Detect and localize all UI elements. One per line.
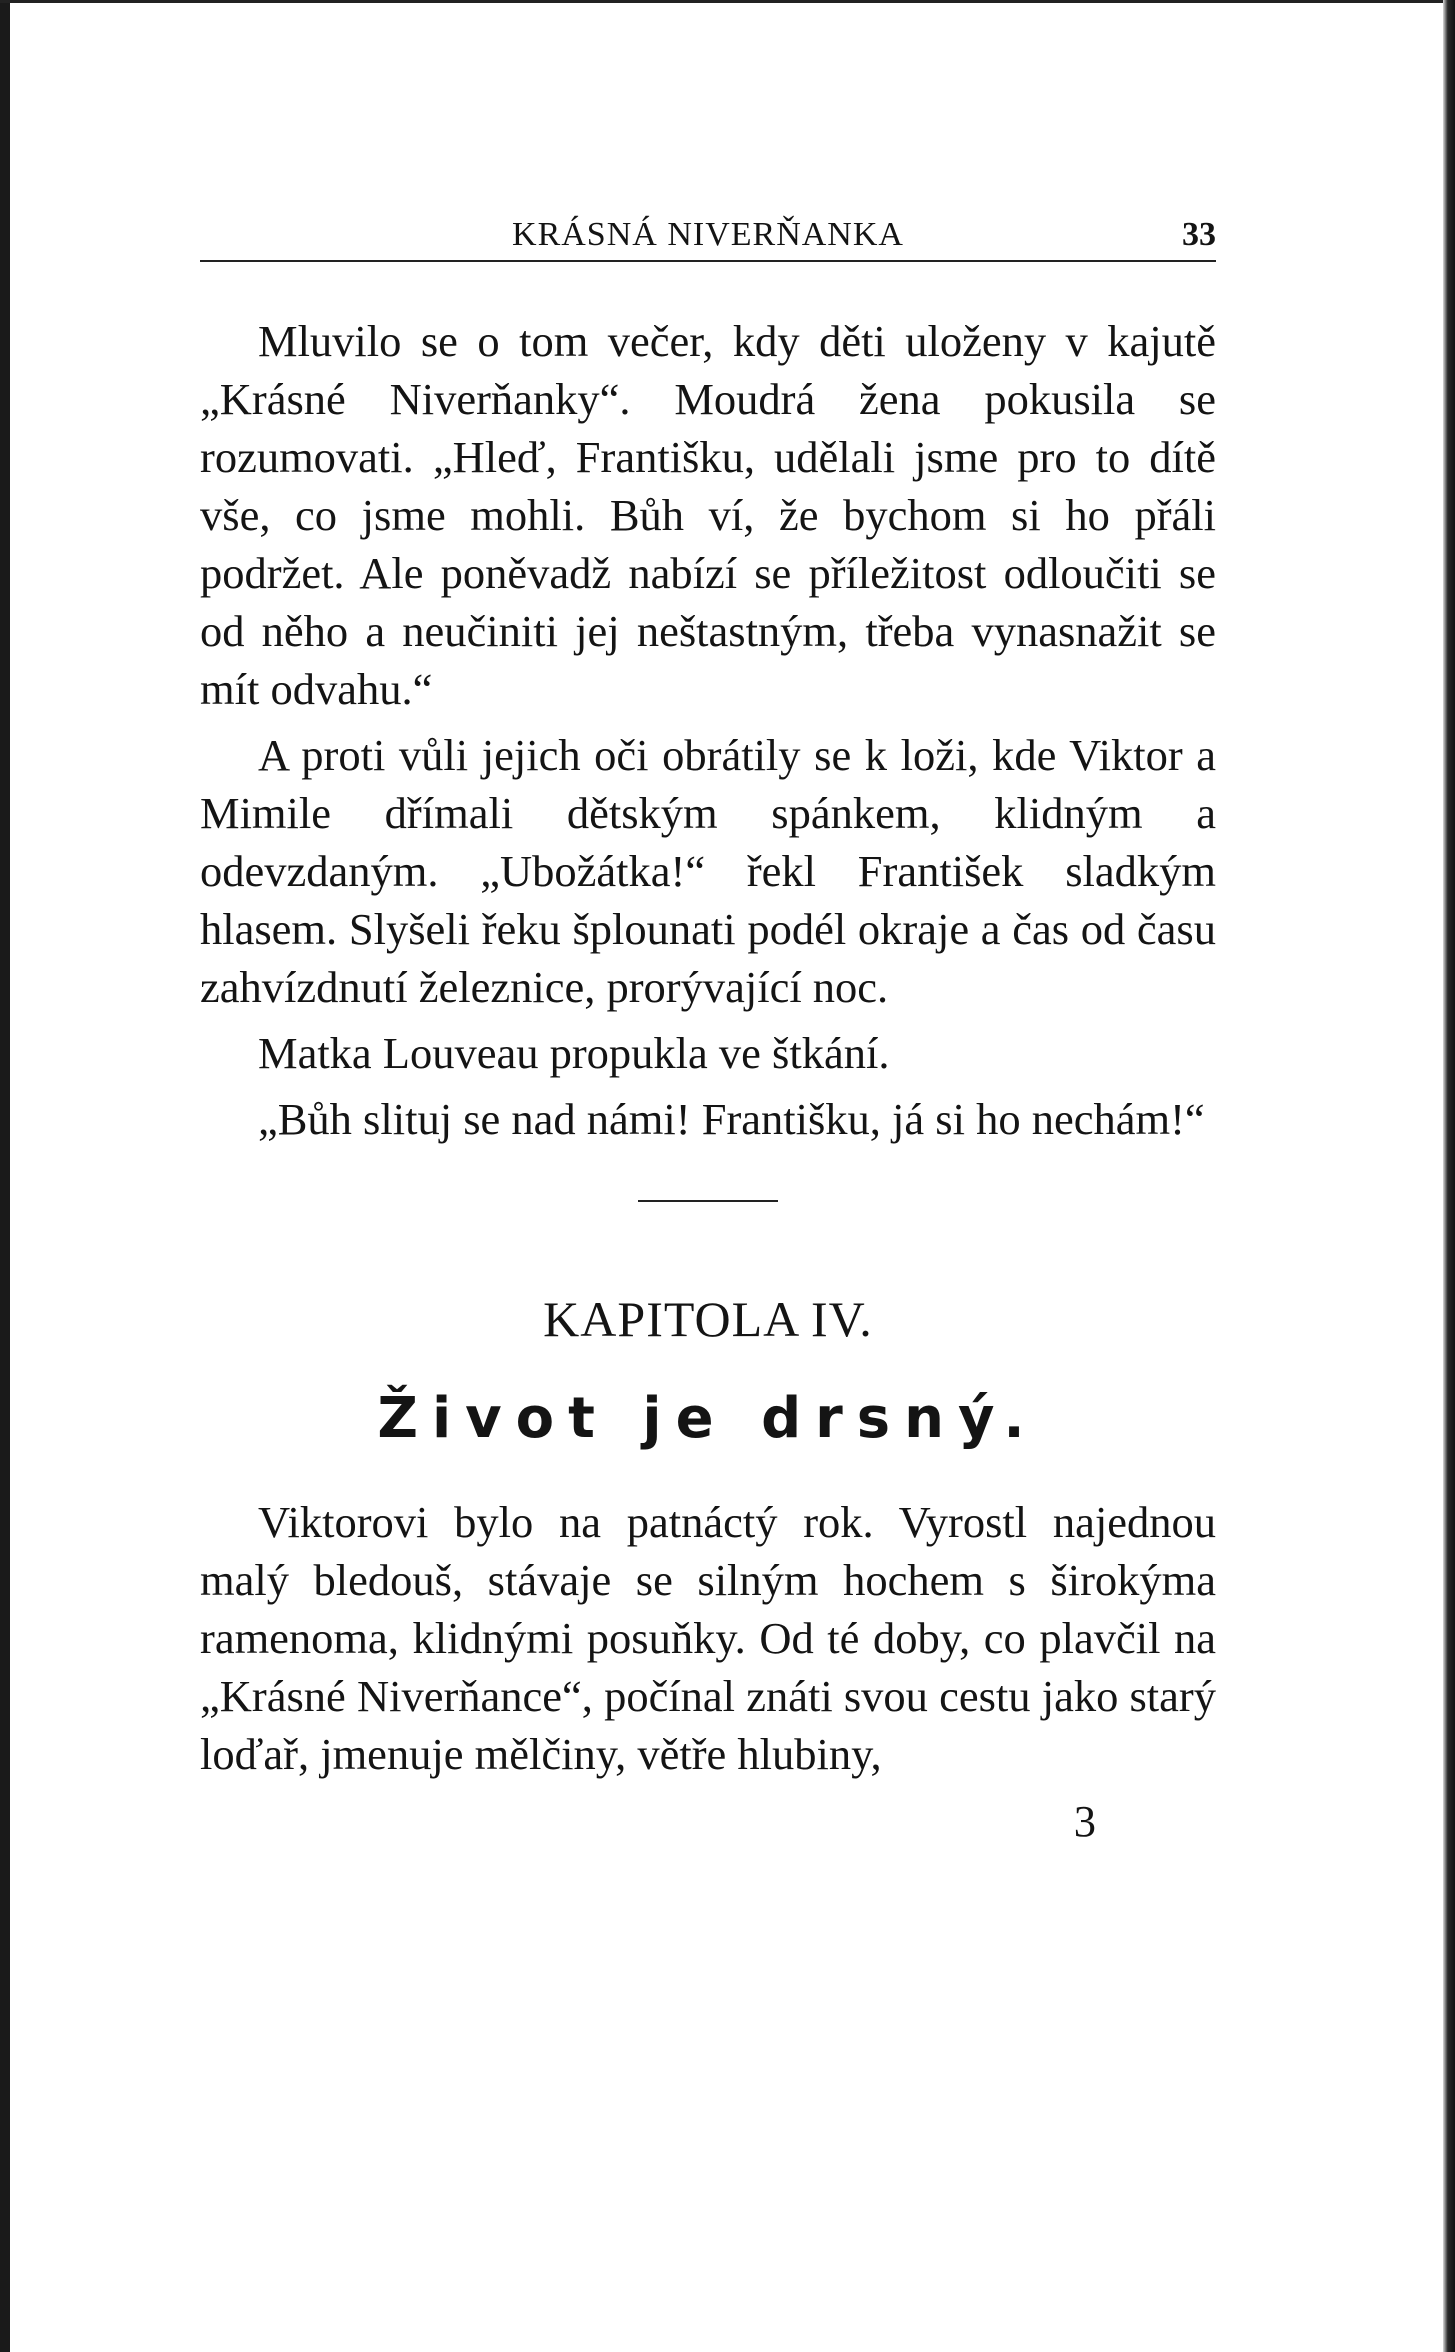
paragraph: Matka Louveau propukla ve štkání. bbox=[258, 1028, 890, 1078]
book-page bbox=[200, 200, 1216, 1847]
chapter-label: KAPITOLA IV. bbox=[543, 1291, 873, 1347]
scan-border-right bbox=[1443, 0, 1455, 2352]
paragraph: A proti vůli jejich oči obrátily se k loži, kde Viktor a Mimile dřímali dětským spánkem, klidným a odevzdaným. „Ubožátka!“ řekl František sladkým hlasem. Slyšeli řeku šplounati podél okraje a čas od času zahvízdnutí železnice, prorývající noc. bbox=[200, 730, 1216, 1012]
page-number: 33 bbox=[1182, 216, 1216, 253]
running-head bbox=[200, 200, 1216, 262]
running-title: KRÁSNÁ NIVERŇANKA bbox=[512, 216, 904, 253]
paragraph: „Bůh slituj se nad námi! Františku, já si ho nechám!“ bbox=[258, 1094, 1205, 1144]
body-text bbox=[200, 312, 1216, 1148]
section-divider bbox=[638, 1200, 778, 1202]
scan-border-left bbox=[0, 0, 10, 2352]
scan-border-top bbox=[0, 0, 1455, 3]
signature-mark: 3 bbox=[1073, 1796, 1096, 1846]
paragraph: Mluvilo se o tom večer, kdy děti uloženy v kajutě „Krásné Niverňanky“. Moudrá žena pokusila se rozumovati. „Hleď, Františku, udělali jsme pro to dítě vše, co jsme mohli. Bůh ví, že bychom si ho přáli podržet. Ale poněvadž nabízí se příležitost odloučiti se od něho a neučiniti jej neštastným, třeba vynasnažit se mít odvahu.“ bbox=[200, 316, 1216, 714]
chapter-title: Život je drsný. bbox=[377, 1386, 1039, 1451]
paragraph: Viktorovi bylo na patnáctý rok. Vyrostl najednou malý bledouš, stávaje se silným hochem s širokýma ramenoma, klidnými posuňky. Od té doby, co plavčil na „Krásné Niverňance“, počínal znáti svou cestu jako starý loďař, jmenuje mělčiny, větře hlubiny, bbox=[200, 1497, 1216, 1779]
chapter-body-text bbox=[200, 1493, 1216, 1783]
